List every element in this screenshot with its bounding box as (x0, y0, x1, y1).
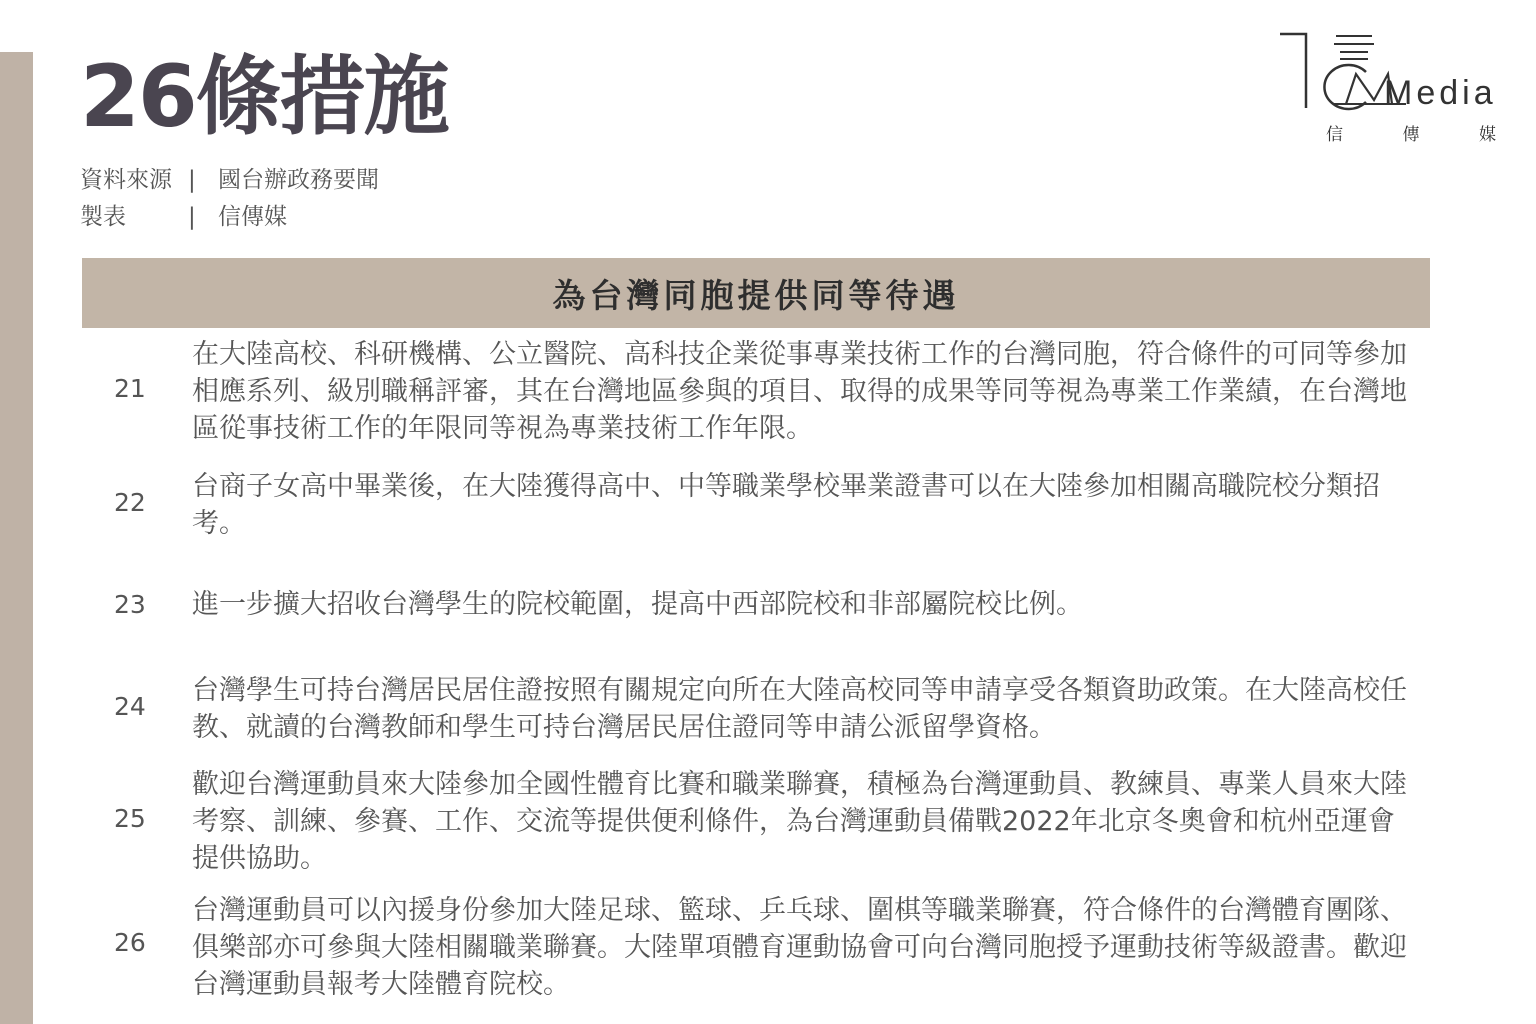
page-title: 26條措施 (80, 47, 448, 147)
maker-separator: | (188, 204, 196, 230)
logo-subtitle (1326, 120, 1496, 145)
measure-number: 23 (114, 590, 146, 619)
measure-number: 26 (114, 928, 146, 957)
section-header: 為台灣同胞提供同等待遇 (82, 258, 1430, 328)
measure-text: 進一步擴大招收台灣學生的院校範圍，提高中西部院校和非部屬院校比例。 (192, 589, 1083, 620)
measure-number: 21 (114, 374, 146, 403)
measure-text: 在大陸高校、科研機構、公立醫院、高科技企業從事專業技術工作的台灣同胞，符合條件的可同等參加相應系列、級別職稱評審，其在台灣地區參與的項目、取得的成果等同等視為專業工作業績，在台灣地區從事技術工作的年限同等視為專業技術工作年限。 (192, 339, 1407, 444)
logo-mark (1276, 28, 1502, 118)
maker-row (80, 202, 287, 232)
measure-text: 歡迎台灣運動員來大陸參加全國性體育比賽和職業聯賽，積極為台灣運動員、教練員、專業人員來大陸考察、訓練、參賽、工作、交流等提供便利條件，為台灣運動員備戰2022年北京冬奧會和杭州亞運會提供協助。 (192, 769, 1407, 874)
logo-sub-char: 媒 (1479, 125, 1496, 145)
source-value: 國台辦政務要聞 (218, 167, 379, 193)
measure-text: 台商子女高中畢業後，在大陸獲得高中、中等職業學校畢業證書可以在大陸參加相關高職院校分類招考。 (192, 471, 1380, 539)
maker-value: 信傳媒 (218, 204, 287, 230)
measure-text: 台灣運動員可以內援身份參加大陸足球、籃球、乒乓球、圍棋等職業聯賽，符合條件的台灣體育團隊、俱樂部亦可參與大陸相關職業聯賽。大陸單項體育運動協會可向台灣同胞授予運動技術等級證書。歡迎台灣運動員報考大陸體育院校。 (192, 895, 1407, 1000)
logo-text: Media (1384, 74, 1497, 112)
measure-number: 25 (114, 804, 146, 833)
left-accent-bar (0, 52, 33, 1024)
brand-logo (1276, 28, 1502, 148)
source-separator: | (188, 167, 196, 193)
logo-sub-char: 傳 (1402, 125, 1420, 145)
logo-sub-char: 信 (1326, 125, 1343, 145)
measure-number: 24 (114, 692, 146, 721)
measure-number: 22 (114, 488, 146, 517)
maker-label: 製表 (80, 204, 126, 230)
source-label: 資料來源 (80, 167, 172, 193)
measure-text: 台灣學生可持台灣居民居住證按照有關規定向所在大陸高校同等申請享受各類資助政策。在大陸高校任教、就讀的台灣教師和學生可持台灣居民居住證同等申請公派留學資格。 (192, 675, 1407, 743)
source-row (80, 165, 379, 195)
